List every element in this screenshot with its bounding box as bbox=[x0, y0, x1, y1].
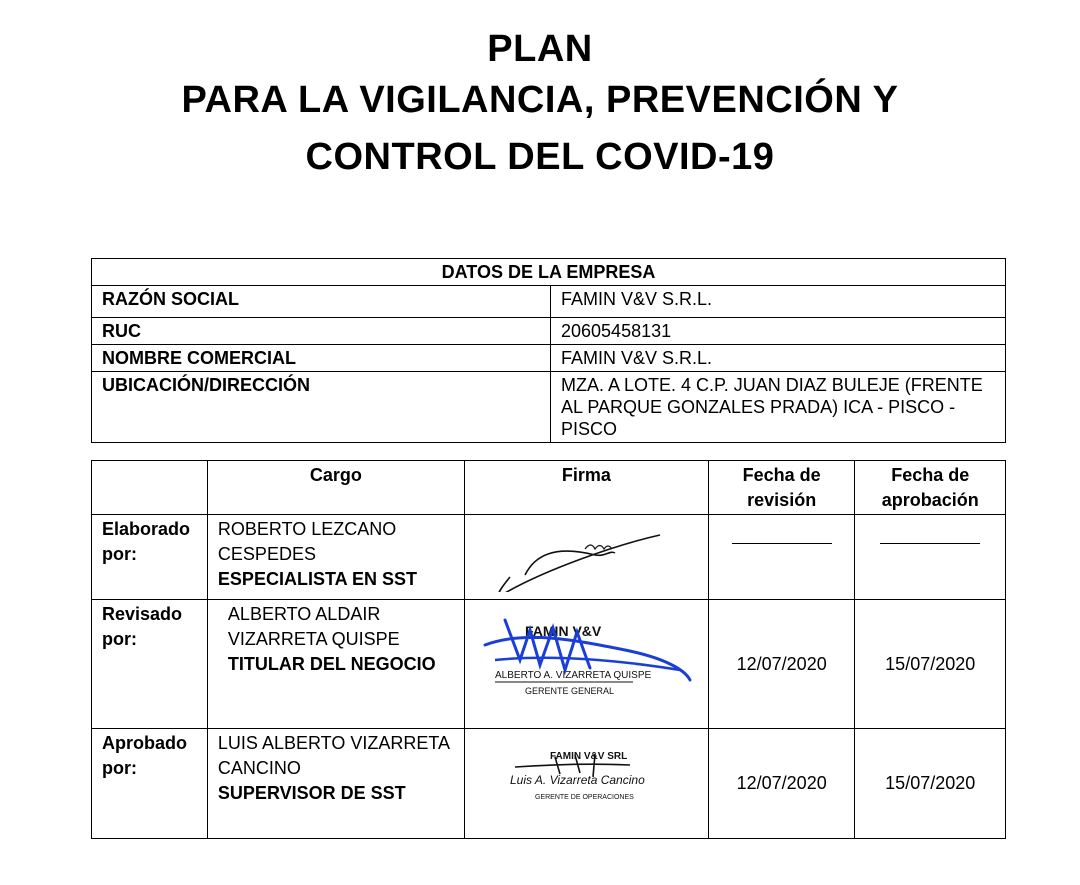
person-cell bbox=[207, 729, 464, 839]
blank-line bbox=[732, 523, 832, 544]
signature-stamp-icon bbox=[465, 600, 708, 721]
blank-line bbox=[880, 523, 980, 544]
company-label-ubicacion: UBICACIÓN/DIRECCIÓN bbox=[92, 372, 551, 443]
person-position: ESPECIALISTA EN SST bbox=[217, 569, 417, 589]
header-firma: Firma bbox=[464, 461, 708, 515]
signature-row-elaborado bbox=[92, 515, 1006, 600]
company-value-ubicacion: MZA. A LOTE. 4 C.P. JUAN DIAZ BULEJE (FRENTE AL PARQUE GONZALES PRADA) ICA - PISCO - PISCO bbox=[551, 372, 1006, 443]
company-value-nombre-comercial: FAMIN V&V S.R.L. bbox=[551, 345, 1006, 372]
signature-cell bbox=[464, 729, 708, 839]
signature-stamp-icon bbox=[465, 729, 708, 831]
company-label-ruc: RUC bbox=[92, 318, 551, 345]
company-label-nombre-comercial: NOMBRE COMERCIAL bbox=[92, 345, 551, 372]
signatures-table bbox=[91, 460, 1006, 839]
company-data-table bbox=[91, 258, 1006, 443]
document-title-line-2: PARA LA VIGILANCIA, PREVENCIÓN Y bbox=[181, 79, 899, 121]
person-name: ALBERTO ALDAIR VIZARRETA QUISPE bbox=[227, 604, 400, 649]
company-value-razon-social: FAMIN V&V S.R.L. bbox=[551, 286, 1006, 318]
person-name: ROBERTO LEZCANO CESPEDES bbox=[217, 519, 397, 564]
role-label: Aprobado por: bbox=[92, 729, 208, 839]
signature-row-revisado bbox=[92, 600, 1006, 729]
stamp-name: ALBERTO A. VIZARRETA QUISPE bbox=[494, 670, 652, 681]
role-label: Revisado por: bbox=[92, 600, 208, 729]
company-label-razon-social: RAZÓN SOCIAL bbox=[92, 286, 551, 318]
company-value-ruc: 20605458131 bbox=[551, 318, 1006, 345]
company-table-header: DATOS DE LA EMPRESA bbox=[92, 259, 1006, 286]
revision-date-cell bbox=[708, 515, 855, 600]
person-position: TITULAR DEL NEGOCIO bbox=[227, 654, 436, 674]
signature-cell bbox=[464, 600, 708, 729]
header-fecha-revision: Fecha de revisión bbox=[708, 461, 855, 515]
stamp-company: FAMIN V&V SRL bbox=[549, 751, 628, 762]
person-position: SUPERVISOR DE SST bbox=[217, 783, 406, 803]
signature-cell bbox=[464, 515, 708, 600]
approval-date-cell: 15/07/2020 bbox=[855, 600, 1006, 729]
header-cargo: Cargo bbox=[207, 461, 464, 515]
signature-row-aprobado bbox=[92, 729, 1006, 839]
stamp-title: GERENTE GENERAL bbox=[524, 686, 614, 696]
person-name: LUIS ALBERTO VIZARRETA CANCINO bbox=[217, 733, 450, 778]
approval-date-cell bbox=[855, 515, 1006, 600]
role-label: Elaborado por: bbox=[92, 515, 208, 600]
header-fecha-aprobacion: Fecha de aprobación bbox=[855, 461, 1006, 515]
approval-date-cell: 15/07/2020 bbox=[855, 729, 1006, 839]
handwritten-signature-icon bbox=[465, 515, 708, 592]
person-cell bbox=[207, 600, 464, 729]
stamp-title: GERENTE DE OPERACIONES bbox=[534, 794, 634, 801]
revision-date-cell: 12/07/2020 bbox=[708, 729, 855, 839]
revision-date-cell: 12/07/2020 bbox=[708, 600, 855, 729]
stamp-name: Luis A. Vizarreta Cancino bbox=[509, 773, 645, 787]
document-title-line-1: PLAN bbox=[487, 28, 593, 70]
header-empty-cell bbox=[92, 461, 208, 515]
person-cell bbox=[207, 515, 464, 600]
document-title-line-3: CONTROL DEL COVID-19 bbox=[305, 136, 775, 178]
stamp-company: FAMIN V&V bbox=[524, 623, 602, 639]
